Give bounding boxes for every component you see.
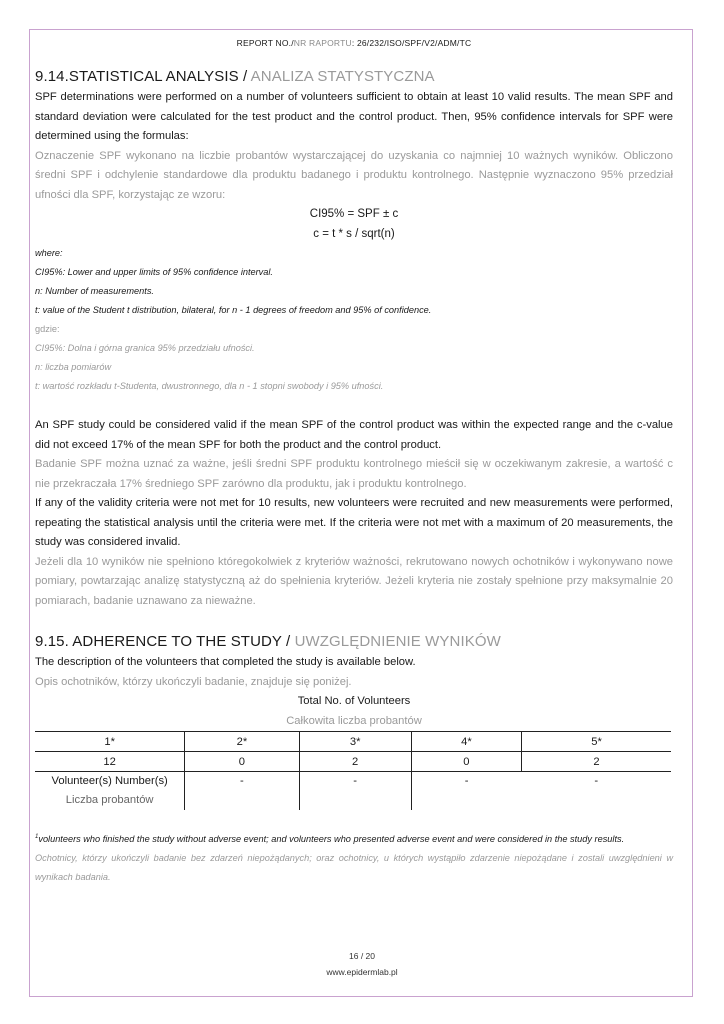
section-title-pl: UWZGLĘDNIENIE WYNIKÓW — [294, 633, 501, 650]
table-header-cell: 1* — [35, 732, 185, 752]
table-cell: 0 — [185, 752, 299, 772]
table-row — [35, 772, 671, 811]
website-link[interactable]: www.epidermlab.pl — [326, 967, 398, 977]
footnote-pl: Ochotnicy, którzy ukończyli badanie bez zdarzeń niepożądanych; oraz ochotnicy, u których wystąpiło zdarzenie niepożądane i zostali uwzględnieni w wynikach badania. — [35, 853, 673, 883]
section-title-en: 9.14.STATISTICAL ANALYSIS / — [35, 68, 251, 85]
where-item-en-3: t: value of the Student t distribution, bilateral, for n - 1 degrees of freedom and 95% of confidence. — [35, 305, 432, 315]
table-cell: - — [299, 772, 411, 811]
paragraph-2-pl: Badanie SPF można uznać za ważne, jeśli średni SPF produktu kontrolnego mieścił się w oczekiwanym zakresie, a wartość c nie przekraczała 17% średniego SPF zarówno dla produktu, jak i produktu kontrolnego. — [35, 458, 673, 490]
report-number-header — [35, 38, 673, 48]
section-title-adherence — [35, 633, 673, 650]
section-title-statistical-analysis — [35, 68, 673, 85]
table-cell: 12 — [35, 752, 185, 772]
table-cell: - — [411, 772, 521, 811]
formula-c: c = t * s / sqrt(n) — [313, 227, 395, 240]
section-title-pl: ANALIZA STATYSTYCZNA — [250, 68, 435, 85]
table-row — [35, 752, 671, 772]
formula-ci: CI95% = SPF ± c — [309, 208, 399, 220]
where-item-pl-3: t: wartość rozkładu t-Studenta, dwustronnego, dla n - 1 stopni swobody i 95% ufności. — [35, 381, 384, 391]
adherence-intro-en: The description of the volunteers that completed the study is available below. — [35, 656, 416, 668]
footnote-marker: 1 — [35, 834, 39, 840]
table-header-cell: 5* — [522, 732, 671, 752]
where-item-pl-2: n: liczba pomiarów — [35, 362, 112, 372]
table-title-en: Total No. of Volunteers — [297, 695, 411, 707]
volunteers-table — [35, 731, 671, 810]
table-cell: 2 — [522, 752, 671, 772]
report-number: : 26/232/ISO/SPF/V2/ADM/TC — [351, 38, 472, 48]
paragraph-2-en: An SPF study could be considered valid if the mean SPF of the control product was within the expected range and the c-value did not exceed 17% of the mean SPF for both the product and the control product. — [35, 419, 673, 451]
adherence-intro-pl: Opis ochotników, którzy ukończyli badanie, znajduje się poniżej. — [35, 675, 352, 688]
report-label-pl: NR RAPORTU — [293, 38, 352, 48]
table-cell: - — [594, 775, 599, 787]
table-header-row — [35, 732, 671, 752]
page-content — [35, 38, 673, 887]
table-cell: 0 — [411, 752, 521, 772]
table-header-cell: 2* — [185, 732, 299, 752]
where-label-pl: gdzie: — [35, 324, 60, 334]
table-row-label — [35, 772, 185, 811]
paragraph-1-pl: Oznaczenie SPF wykonano na liczbie probantów wystarczającej do uzyskania co najmniej 10 ważnych wyników. Obliczono średni SPF i odchylenie standardowe dla produktu badanego i produktu kontrolnego. Następnie wyznaczono 95% przedział ufności dla SPF, korzystając ze wzoru: — [35, 149, 673, 201]
footnote-en-text: volunteers who finished the study without adverse event; and volunteers who presented adverse event and were considered in the study results. — [38, 834, 625, 845]
footnote-en — [35, 828, 673, 849]
page-number: 16 / 20 — [349, 951, 375, 961]
table-cell: - — [185, 772, 299, 811]
paragraph-3-en: If any of the validity criteria were not met for 10 results, new volunteers were recruited and new measurements were performed, repeating the statistical analysis until the criteria were met. If the criteria were not met with a maximum of 20 measurements, the study was considered invalid. — [35, 497, 673, 548]
table-header-cell: 3* — [299, 732, 411, 752]
spacer — [35, 396, 673, 416]
table-cell: 2 — [299, 752, 411, 772]
where-label-en: where: — [35, 248, 63, 258]
section-title-en: 9.15. ADHERENCE TO THE STUDY / — [35, 633, 295, 650]
where-item-en-2: n: Number of measurements. — [35, 286, 154, 296]
table-header-cell: 4* — [411, 732, 521, 752]
row-label-pl: Liczba probantów — [65, 794, 154, 806]
table-title-pl: Całkowita liczba probantów — [286, 714, 422, 727]
where-item-en-1: CI95%: Lower and upper limits of 95% confidence interval. — [35, 267, 273, 277]
report-label-en: REPORT NO./ — [236, 38, 294, 48]
spacer — [35, 611, 673, 633]
paragraph-3-pl: Jeżeli dla 10 wyników nie spełniono któregokolwiek z kryteriów ważności, rekrutowano nowych ochotników i wykonywano nowe pomiary, powtarzając analizę statystyczną aż do spełnienia kryteriów. Jeżeli kryteria nie zostały spełnione przy maksymalnie 20 pomiarach, badanie uznawano za nieważne. — [35, 555, 673, 607]
row-label-en: Volunteer(s) Number(s) — [51, 775, 168, 787]
paragraph-1-en: SPF determinations were performed on a number of volunteers sufficient to obtain at least 10 valid results. The mean SPF and standard deviation were calculated for the test product and the control product. Then, 95% confidence intervals for SPF were determined using the formulas: — [35, 91, 673, 142]
where-item-pl-1: CI95%: Dolna i górna granica 95% przedziału ufności. — [35, 343, 255, 353]
